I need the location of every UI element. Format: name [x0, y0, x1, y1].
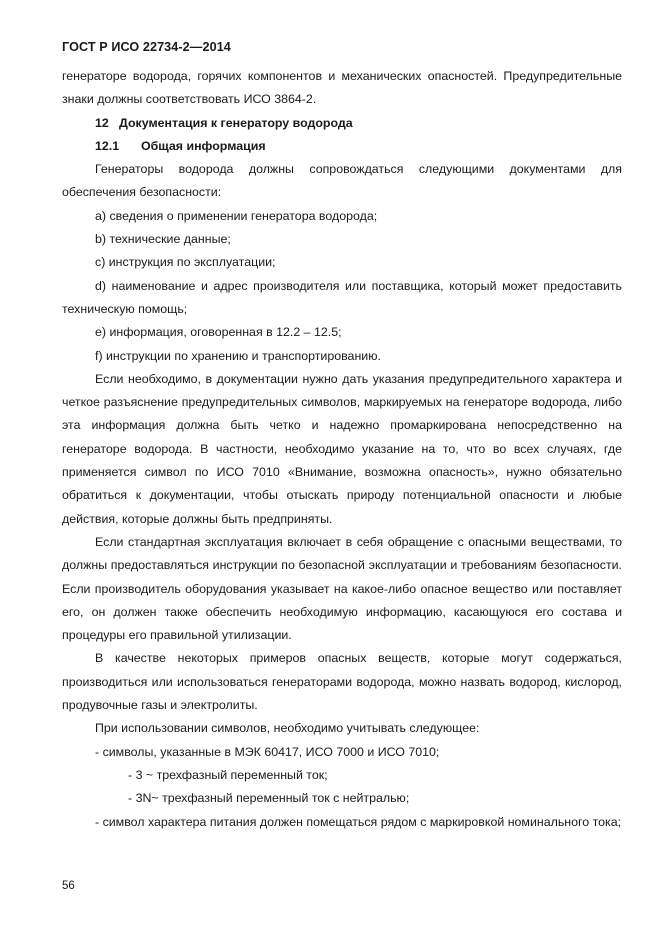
list-item-b: b) технические данные; — [95, 232, 231, 247]
paragraph: Если необходимо, в документации нужно дать указания предупредительного характера и четкое разъяснение предупредительных символов, маркируемых на генераторе водорода, либо эта информация должна быть четко и надежно промаркирована непосредственно на генераторе водорода. В частности, необходимо указание на то, что во всех случаях, где применяется символ по ИСО 7010 «Внимание, возможна опасность», нужно обязательно обратиться к документации, чтобы отыскать природу потенциальной опасности и любые действия, которые должны быть предприняты. — [62, 371, 622, 526]
paragraph: В качестве некоторых примеров опасных веществ, которые могут содержаться, производиться или использоваться генераторами водорода, можно назвать водород, кислород, продувочные газы и электролиты. — [62, 651, 622, 713]
section-number: 12 — [95, 115, 109, 130]
subsection-number: 12.1 — [95, 138, 120, 153]
list-item-e: e) информация, оговоренная в 12.2 – 12.5; — [95, 325, 342, 340]
list-item-c: c) инструкция по эксплуатации; — [95, 255, 276, 270]
document-header: ГОСТ Р ИСО 22734-2—2014 — [62, 40, 231, 54]
list-item-a: а) сведения о применении генератора водорода; — [95, 208, 378, 223]
list-item-d: d) наименование и адрес производителя или поставщика, который может предоставить техническую помощь; — [62, 278, 622, 316]
paragraph: Если стандартная эксплуатация включает в себя обращение с опасными веществами, то должны предоставляться инструкции по безопасной эксплуатации и требованиям безопасности. Если производитель оборудования указывает на какое-либо опасное вещество или поставляет его, он должен также обеспечить необходимую информацию, касающуюся его состава и процедуры его правильной утилизации. — [62, 534, 622, 643]
dash-item: - символы, указанные в МЭК 60417, ИСО 7000 и ИСО 7010; — [95, 744, 440, 759]
dash-item: - символ характера питания должен помещаться рядом с маркировкой номинального тока; — [95, 814, 622, 829]
paragraph: При использовании символов, необходимо учитывать следующее: — [95, 721, 480, 736]
subsection-title: Общая информация — [141, 138, 266, 153]
page-number: 56 — [62, 880, 75, 892]
section-title: Документация к генератору водорода — [119, 115, 353, 130]
list-item-f: f) инструкции по хранению и транспортированию. — [95, 348, 381, 363]
page-body — [62, 65, 622, 834]
sub-dash-item: - 3 ~ трехфазный переменный ток; — [128, 767, 328, 782]
intro-paragraph: генераторе водорода, горячих компонентов и механических опасностей. Предупредительные знаки должны соответствовать ИСО 3864-2. — [62, 69, 622, 107]
paragraph: Генераторы водорода должны сопровождаться следующими документами для обеспечения безопасности: — [62, 162, 622, 200]
section-12-1-heading — [62, 135, 622, 158]
section-12-heading — [62, 112, 622, 135]
sub-dash-item: - 3N~ трехфазный переменный ток с нейтралью; — [128, 791, 410, 806]
